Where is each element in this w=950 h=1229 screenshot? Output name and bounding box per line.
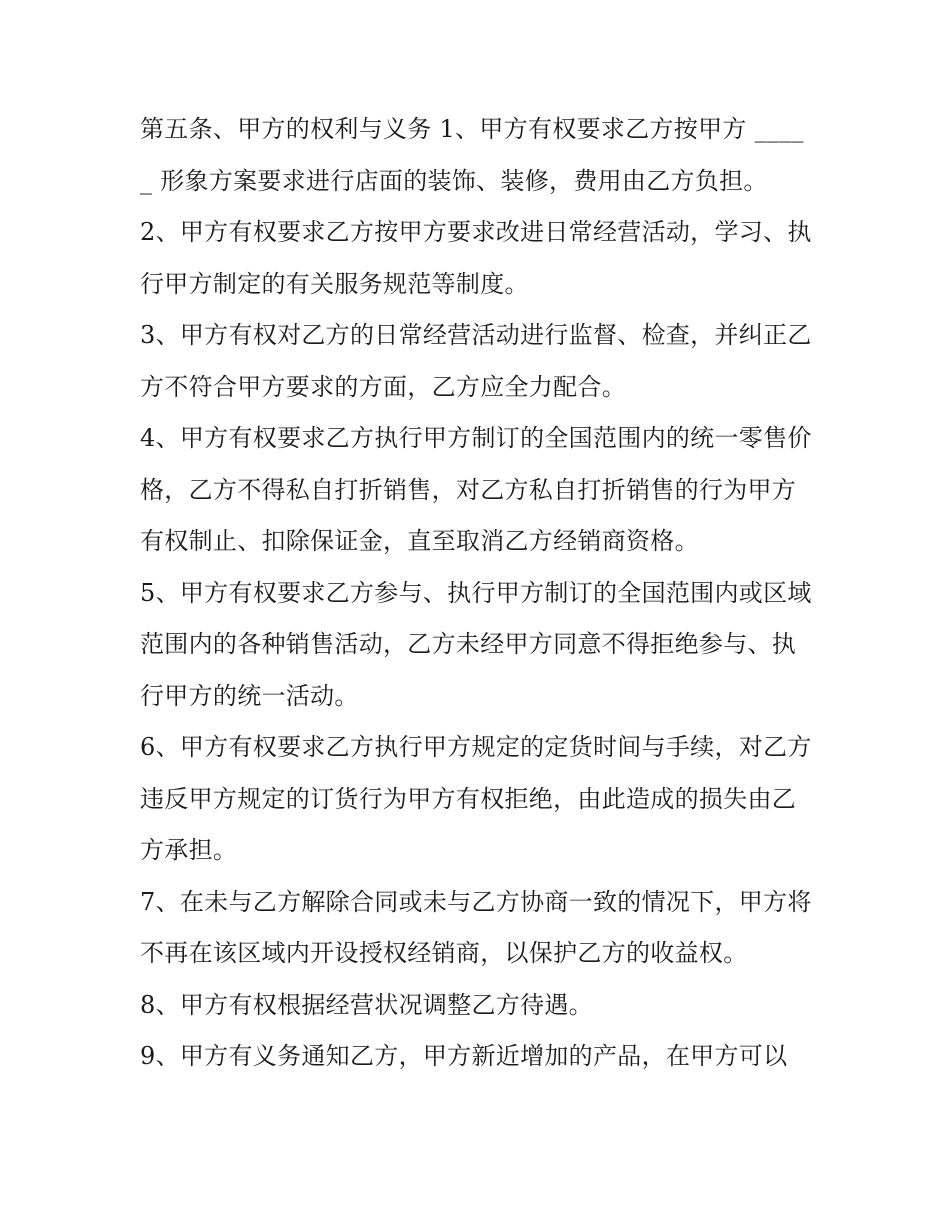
paragraph-item-6: 6、甲方有权要求乙方执行甲方规定的定货时间与手续，对乙方违反甲方规定的订货行为甲方有权拒绝，由此造成的损失由乙方承担。 <box>140 733 812 864</box>
paragraph-item-5: 5、甲方有权要求乙方参与、执行甲方制订的全国范围内或区域范围内的各种销售活动，乙方未经甲方同意不得拒绝参与、执行甲方的统一活动。 <box>140 578 812 710</box>
document-body <box>140 104 812 1083</box>
paragraph-item-2: 2、甲方有权要求乙方按甲方要求改进日常经营活动，学习、执行甲方制定的有关服务规范等制度。 <box>140 218 812 298</box>
paragraph-item-9: 9、甲方有义务通知乙方，甲方新近增加的产品，在甲方可以 <box>140 1042 788 1070</box>
paragraph-item-4: 4、甲方有权要求乙方执行甲方制订的全国范围内的统一零售价格，乙方不得私自打折销售，对乙方私自打折销售的行为甲方有权制止、扣除保证金，直至取消乙方经销商资格。 <box>140 424 812 555</box>
paragraph-item-7: 7、在未与乙方解除合同或未与乙方协商一致的情况下，甲方将不再在该区域内开设授权经销商，以保护乙方的收益权。 <box>140 887 812 967</box>
paragraph-article-5-item-1: 第五条、甲方的权利与义务 1、甲方有权要求乙方按甲方 _____ 形象方案要求进行店面的装饰、装修，费用由乙方负担。 <box>140 115 804 195</box>
paragraph-item-8: 8、甲方有权根据经营状况调整乙方待遇。 <box>140 990 593 1019</box>
paragraph-item-3: 3、甲方有权对乙方的日常经营活动进行监督、检查，并纠正乙方不符合甲方要求的方面，乙方应全力配合。 <box>140 321 812 401</box>
